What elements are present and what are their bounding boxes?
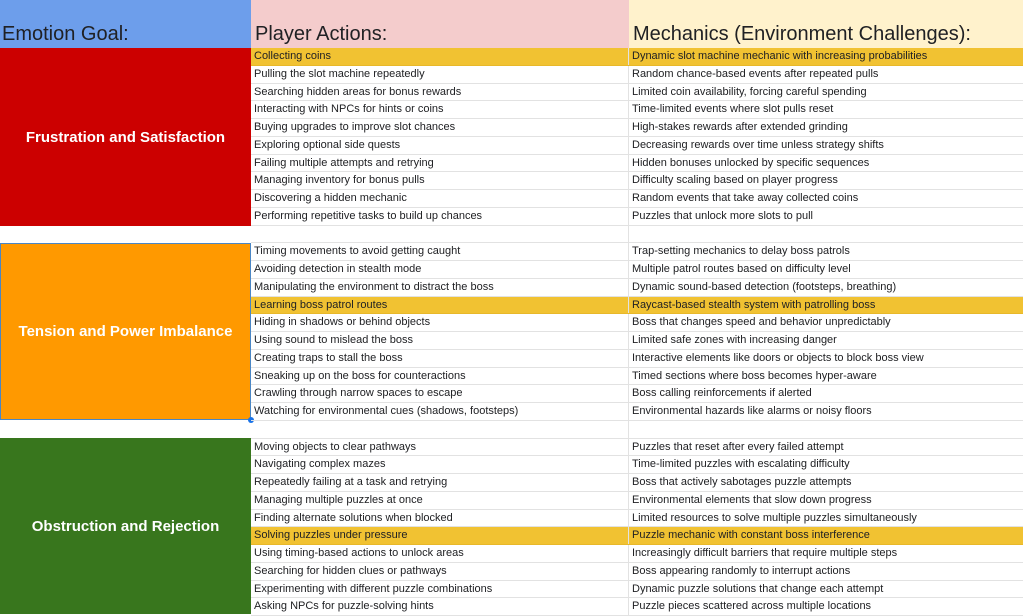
table-row	[251, 527, 1023, 545]
mechanic-cell[interactable]: Boss that actively sabotages puzzle attempts	[632, 476, 852, 488]
player-action-cell[interactable]: Performing repetitive tasks to build up chances	[251, 208, 629, 225]
table-row	[251, 332, 1023, 350]
table-row	[251, 190, 1023, 208]
table-row	[251, 474, 1023, 492]
table-row	[251, 581, 1023, 599]
mechanic-cell[interactable]: Time-limited events where slot pulls reset	[632, 103, 834, 116]
mechanic-cell[interactable]: Puzzle mechanic with constant boss interference	[632, 529, 870, 542]
mechanic-cell[interactable]: Hidden bonuses unlocked by specific sequences	[632, 156, 870, 169]
empty-cell[interactable]	[251, 226, 629, 243]
player-action-cell[interactable]: Discovering a hidden mechanic	[251, 190, 629, 207]
header-player-actions[interactable]: Player Actions:	[251, 0, 629, 48]
mechanic-cell[interactable]: Increasingly difficult barriers that require multiple steps	[632, 547, 898, 559]
blank-row[interactable]	[251, 226, 1023, 244]
spreadsheet-grid	[251, 48, 1023, 616]
table-row	[251, 403, 1023, 421]
player-action-cell[interactable]: Using timing-based actions to unlock areas	[251, 545, 629, 562]
mechanic-cell[interactable]: Puzzles that unlock more slots to pull	[632, 209, 813, 222]
player-action-cell[interactable]: Sneaking up on the boss for counteractions	[251, 368, 629, 385]
mechanic-cell[interactable]: Environmental elements that slow down progress	[632, 493, 872, 506]
player-action-cell[interactable]: Failing multiple attempts and retrying	[251, 155, 629, 172]
mechanic-cell[interactable]: Raycast-based stealth system with patrolling boss	[632, 298, 876, 311]
player-action-cell[interactable]: Exploring optional side quests	[251, 137, 629, 154]
mechanic-cell[interactable]: Limited coin availability, forcing careful spending	[632, 85, 867, 98]
player-action-cell[interactable]: Buying upgrades to improve slot chances	[251, 119, 629, 136]
player-action-cell[interactable]: Manipulating the environment to distract the boss	[251, 279, 629, 296]
table-row	[251, 101, 1023, 119]
table-row	[251, 137, 1023, 155]
table-row	[251, 510, 1023, 528]
table-row	[251, 598, 1023, 616]
player-action-cell[interactable]: Searching for hidden clues or pathways	[251, 563, 629, 580]
table-row	[251, 350, 1023, 368]
mechanic-cell[interactable]: Boss calling reinforcements if alerted	[632, 387, 812, 400]
table-row	[251, 155, 1023, 173]
mechanic-cell[interactable]: Boss appearing randomly to interrupt actions	[632, 564, 851, 577]
table-row	[251, 385, 1023, 403]
table-row	[251, 66, 1023, 84]
table-row	[251, 279, 1023, 297]
mechanic-cell[interactable]: Dynamic slot machine mechanic with increasing probabilities	[632, 50, 928, 62]
player-action-cell[interactable]: Moving objects to clear pathways	[251, 439, 629, 456]
mechanic-cell[interactable]: Environmental hazards like alarms or noisy floors	[632, 405, 872, 417]
mechanic-cell[interactable]: Random chance-based events after repeated pulls	[632, 67, 879, 80]
emotion-tension-power-imbalance[interactable]: Tension and Power Imbalance	[0, 243, 251, 420]
table-row	[251, 456, 1023, 474]
table-row	[251, 84, 1023, 102]
player-action-cell[interactable]: Watching for environmental cues (shadows, footsteps)	[251, 403, 629, 420]
player-action-cell[interactable]: Repeatedly failing at a task and retrying	[251, 474, 629, 491]
player-action-cell[interactable]: Interacting with NPCs for hints or coins	[251, 101, 629, 118]
empty-cell[interactable]	[629, 226, 1023, 243]
blank-row[interactable]	[251, 421, 1023, 439]
player-action-cell[interactable]: Collecting coins	[251, 48, 629, 65]
mechanic-cell[interactable]: Limited resources to solve multiple puzzles simultaneously	[632, 511, 917, 524]
player-action-cell[interactable]: Asking NPCs for puzzle-solving hints	[251, 598, 629, 615]
mechanic-cell[interactable]: Trap-setting mechanics to delay boss patrols	[632, 245, 850, 258]
player-action-cell[interactable]: Managing multiple puzzles at once	[251, 492, 629, 509]
table-row	[251, 172, 1023, 190]
player-action-cell[interactable]: Navigating complex mazes	[251, 456, 629, 473]
mechanic-cell[interactable]: Puzzle pieces scattered across multiple locations	[632, 600, 872, 613]
player-action-cell[interactable]: Crawling through narrow spaces to escape	[251, 385, 629, 402]
header-mechanics[interactable]: Mechanics (Environment Challenges):	[629, 0, 1023, 48]
empty-cell[interactable]	[629, 421, 1023, 438]
player-action-cell[interactable]: Hiding in shadows or behind objects	[251, 314, 629, 331]
table-row	[251, 563, 1023, 581]
table-row	[251, 492, 1023, 510]
player-action-cell[interactable]: Using sound to mislead the boss	[251, 332, 629, 349]
emotion-obstruction-rejection[interactable]: Obstruction and Rejection	[0, 438, 251, 614]
table-row	[251, 297, 1023, 315]
player-action-cell[interactable]: Timing movements to avoid getting caught	[251, 243, 629, 260]
player-action-cell[interactable]: Searching hidden areas for bonus rewards	[251, 84, 629, 101]
mechanic-cell[interactable]: Difficulty scaling based on player progress	[632, 174, 838, 187]
table-row	[251, 368, 1023, 386]
mechanic-cell[interactable]: Interactive elements like doors or objects to block boss view	[632, 351, 924, 364]
player-action-cell[interactable]: Experimenting with different puzzle combinations	[251, 581, 629, 598]
table-row	[251, 119, 1023, 137]
table-row	[251, 48, 1023, 66]
player-action-cell[interactable]: Managing inventory for bonus pulls	[251, 172, 629, 189]
player-action-cell[interactable]: Solving puzzles under pressure	[251, 527, 629, 544]
table-row	[251, 243, 1023, 261]
mechanic-cell[interactable]: Puzzles that reset after every failed attempt	[632, 440, 844, 453]
table-row	[251, 439, 1023, 457]
mechanic-cell[interactable]: Time-limited puzzles with escalating difficulty	[632, 458, 850, 471]
mechanic-cell[interactable]: Boss that changes speed and behavior unpredictably	[632, 316, 891, 329]
mechanic-cell[interactable]: Dynamic sound-based detection (footsteps, breathing)	[632, 280, 897, 293]
table-row	[251, 208, 1023, 226]
table-row	[251, 261, 1023, 279]
player-action-cell[interactable]: Avoiding detection in stealth mode	[251, 261, 629, 278]
mechanic-cell[interactable]: Timed sections where boss becomes hyper-aware	[632, 369, 877, 382]
mechanic-cell[interactable]: Dynamic puzzle solutions that change each attempt	[632, 582, 884, 595]
mechanic-cell[interactable]: High-stakes rewards after extended grinding	[632, 121, 848, 133]
mechanic-cell[interactable]: Multiple patrol routes based on difficulty level	[632, 263, 851, 275]
mechanic-cell[interactable]: Random events that take away collected coins	[632, 192, 859, 204]
player-action-cell[interactable]: Pulling the slot machine repeatedly	[251, 66, 629, 83]
player-action-cell[interactable]: Creating traps to stall the boss	[251, 350, 629, 367]
header-emotion-goal[interactable]: Emotion Goal:	[0, 0, 251, 48]
emotion-frustration-satisfaction[interactable]: Frustration and Satisfaction	[0, 48, 251, 226]
empty-cell[interactable]	[251, 421, 629, 438]
mechanic-cell[interactable]: Decreasing rewards over time unless strategy shifts	[632, 138, 884, 151]
player-action-cell[interactable]: Learning boss patrol routes	[251, 297, 629, 314]
table-row	[251, 545, 1023, 563]
mechanic-cell[interactable]: Limited safe zones with increasing danger	[632, 334, 837, 346]
player-action-cell[interactable]: Finding alternate solutions when blocked	[251, 510, 629, 527]
table-row	[251, 314, 1023, 332]
